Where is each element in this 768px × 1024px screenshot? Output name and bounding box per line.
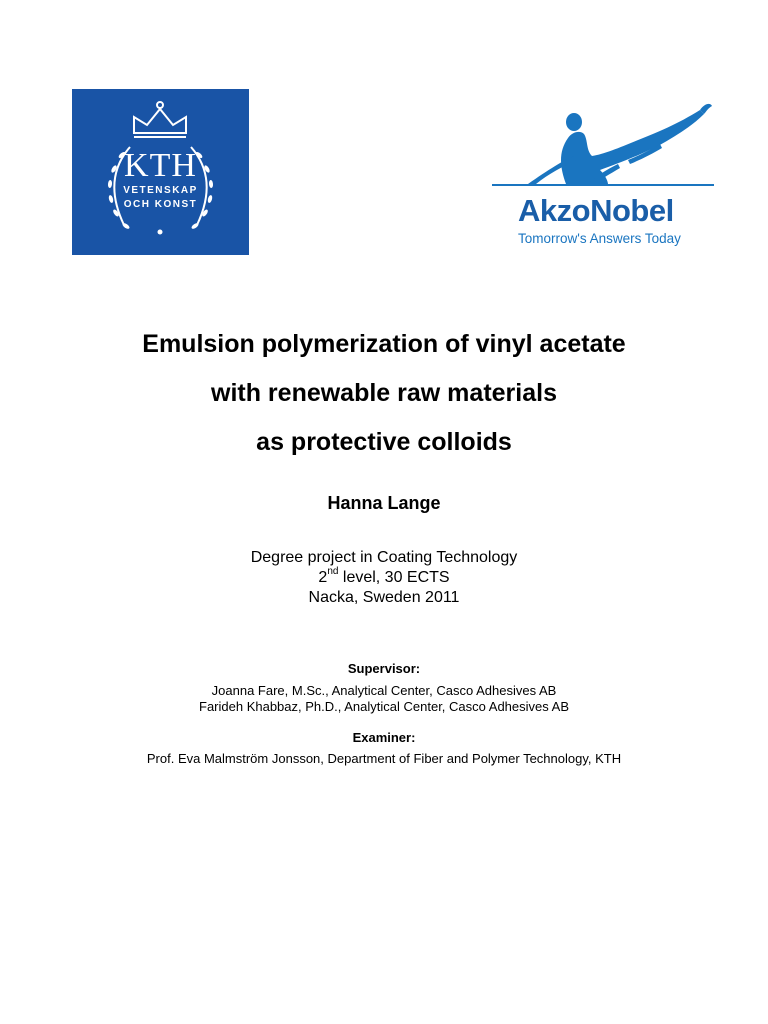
akzonobel-name: AkzoNobel (518, 193, 674, 228)
kth-logo-letters: KTH (124, 147, 197, 184)
project-line-2 (0, 565, 768, 587)
supervisor-name-2: Farideh Khabbaz, Ph.D., Analytical Center, Casco Adhesives AB (199, 699, 569, 714)
project-line-1: Degree project in Coating Technology (250, 549, 518, 566)
examiner-name: Prof. Eva Malmström Jonsson, Department of Fiber and Polymer Technology, KTH (146, 751, 622, 766)
kth-logo-line1: VETENSKAP (123, 185, 198, 196)
akzonobel-figure-icon (488, 100, 718, 190)
author-name: Hanna Lange (327, 493, 441, 513)
project-level-rest: level, 30 ECTS (338, 569, 450, 586)
project-level-number: 2 (318, 569, 328, 586)
examiner-label: Examiner: (352, 730, 416, 745)
supervisor-name-1: Joanna Fare, M.Sc., Analytical Center, Casco Adhesives AB (211, 683, 557, 698)
title-line-2: with renewable raw materials (211, 379, 557, 407)
project-line-3: Nacka, Sweden 2011 (308, 589, 460, 606)
project-level-suffix: nd (327, 565, 339, 577)
kth-logo-line2: OCH KONST (123, 199, 198, 210)
supervisor-label: Supervisor: (347, 661, 421, 676)
title-line-1: Emulsion polymerization of vinyl acetate (142, 330, 626, 358)
title-line-3: as protective colloids (256, 428, 512, 456)
kth-logo (72, 89, 249, 255)
akzonobel-tagline: Tomorrow's Answers Today (518, 231, 681, 246)
